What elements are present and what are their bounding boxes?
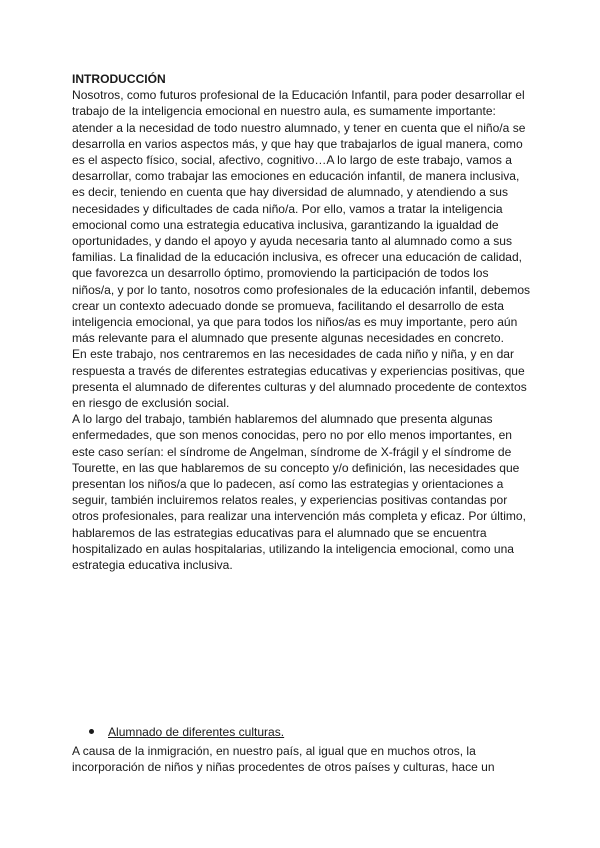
paragraph-1: Nosotros, como futuros profesional de la Educación Infantil, para poder desarrollar el trabajo de la inteligencia emocional en nuestro aula, es sumamente importante: atender a la necesidad de todo nuestro alumnado, y tener en cuenta que el niño/a se desarrolla en varios aspectos más, y que hay que trabajarlos de igual manera, como es el aspecto físico, social, afectivo, cognitivo…A lo largo de este trabajo, vamos a desarrollar, como trabajar las emociones en educación infantil, de manera inclusiva, es decir, teniendo en cuenta que hay diversidad de alumnado, y atendiendo a sus necesidades y dificultades de cada niño/a. Por ello, vamos a tratar la inteligencia emocional como una estrategia educativa inclusiva, garantizando la igualdad de oportunidades, y dando el apoyo y ayuda necesaria tanto al alumnado como a sus familias. La finalidad de la educación inclusiva, es ofrecer una educación de calidad, que favorezca un desarrollo óptimo, promoviendo la participación de todos los niños/a, y por lo tanto, nosotros como profesionales de la educación infantil, debemos crear un contexto adecuado donde se promueva, facilitando el desarrollo de esta inteligencia emocional, ya que para todos los niños/as es muy importante, pero aún más relevante para el alumnado que presente algunas necesidades en concreto. [72,88,531,346]
section-body-text: A causa de la inmigración, en nuestro país, al igual que en muchos otros, la incorporación de niños y niñas procedentes de otros países y culturas, hace un [72,744,495,775]
section-bullet-item [72,724,532,740]
introduction-block [72,71,532,573]
paragraph-2: En este trabajo, nos centraremos en las necesidades de cada niño y niña, y en dar respuesta a través de diferentes estrategias educativas y experiencias positivas, que presenta el alumnado de diferentes culturas y del alumnado procedente de contextos en riesgo de exclusión social. [72,347,527,411]
paragraph-3: A lo largo del trabajo, también hablaremos del alumnado que presenta algunas enfermedades, que son menos conocidas, pero no por ello menos importantes, en este caso serían: el síndrome de Angelman, síndrome de X-frágil y el síndrome de Tourette, en las que hablaremos de su concepto y/o definición, las necesidades que presentan los niños/a que lo padecen, así como las estrategias y orientaciones a seguir, también incluiremos relatos reales, y experiencias positivas contandas por otros profesionales, para realizar una intervención más completa y eficaz. Por último, hablaremos de las estrategias educativas para el alumnado que se encuentra hospitalizado en aulas hospitalarias, utilizando la inteligencia emocional, como una estrategia educativa inclusiva. [72,412,526,573]
section-bullet-list [72,724,532,740]
section-title: Alumnado de diferentes culturas. [108,725,285,739]
introduction-heading: INTRODUCCIÓN [72,72,166,86]
bullet-dot-icon [89,729,94,734]
